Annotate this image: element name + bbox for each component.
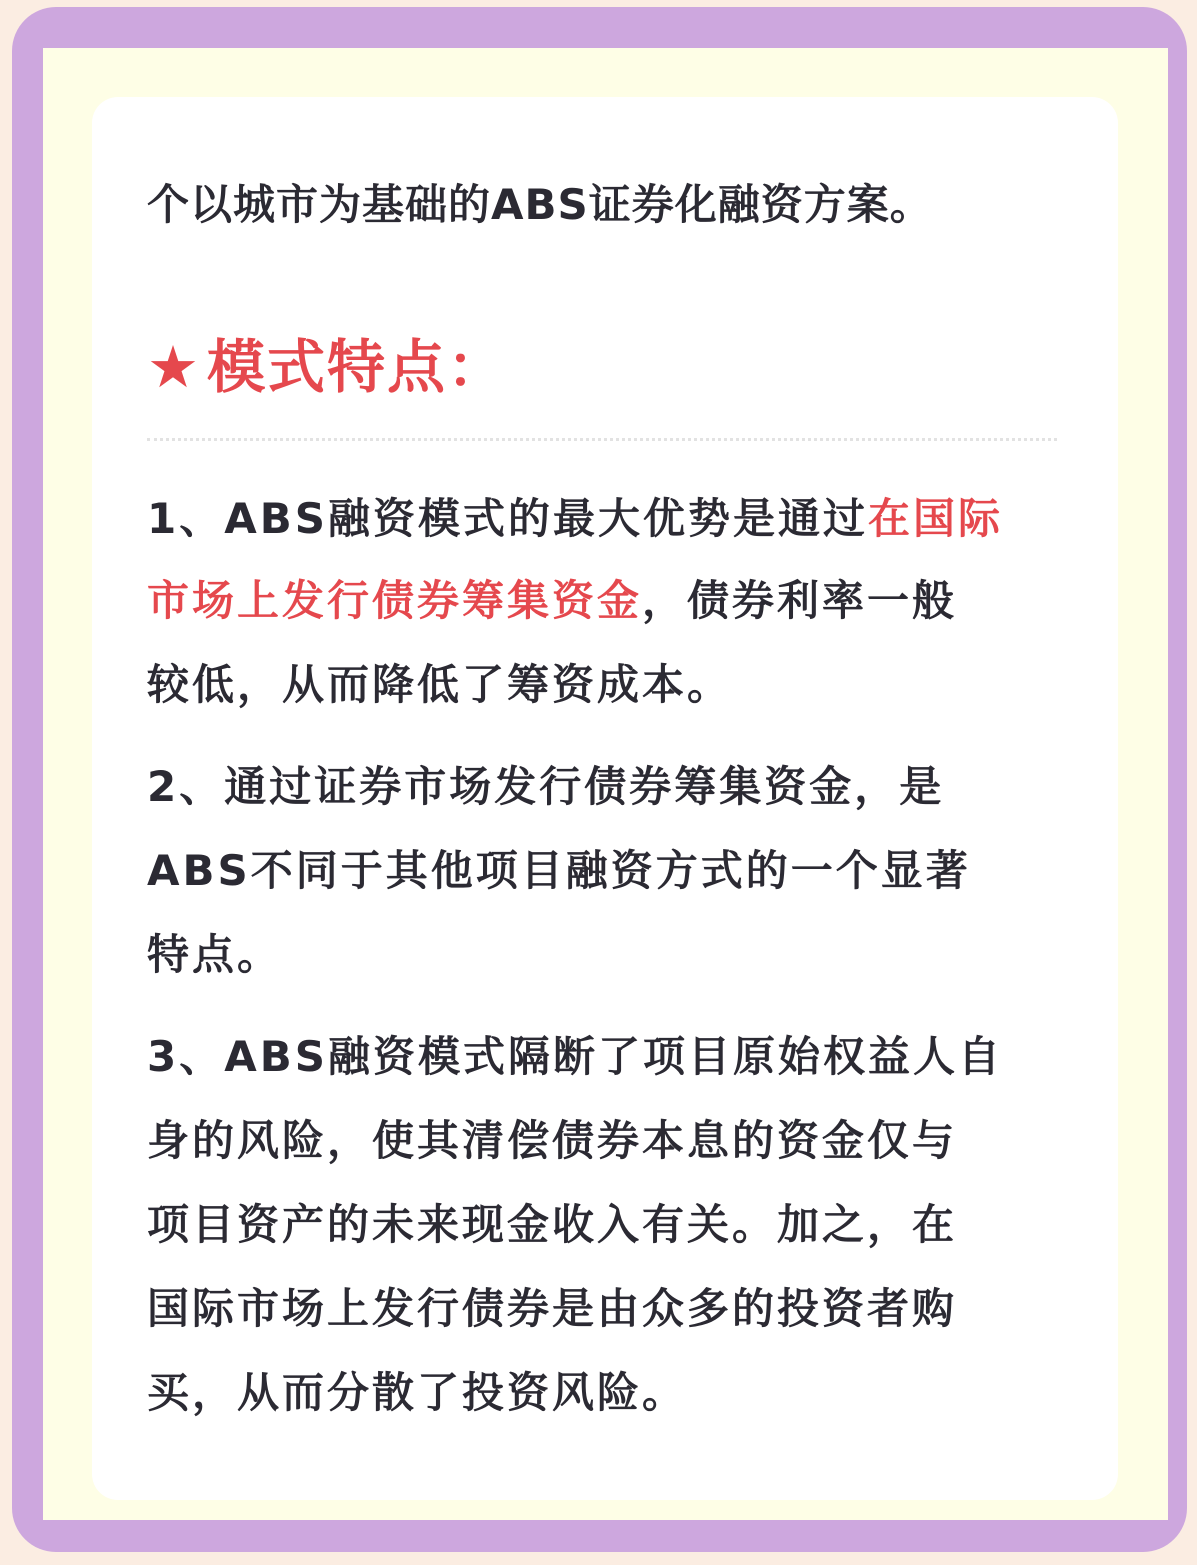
highlight-text: 市场上发行债券筹集资金 <box>147 576 643 625</box>
point-3-line-4 <box>147 1284 957 1334</box>
intro-text: 个以城市为基础的ABS证券化融资方案。 <box>147 180 933 229</box>
section-heading <box>147 320 507 404</box>
text-run: 项目资产的未来现金收入有关。加之，在 <box>147 1200 958 1249</box>
section-title: 模式特点： <box>207 333 508 401</box>
text-run: 买，从而分散了投资风险。 <box>147 1368 688 1417</box>
point-3-line-5 <box>147 1368 687 1418</box>
highlight-text: 在国际 <box>868 494 1004 543</box>
point-1-line-3 <box>147 660 732 710</box>
text-run: 较低，从而降低了筹资成本。 <box>147 660 733 709</box>
point-3-line-3 <box>147 1200 957 1250</box>
point-2-line-3 <box>147 930 282 980</box>
point-1-line-1 <box>147 494 1003 544</box>
point-2-line-2 <box>147 846 971 896</box>
text-run: 1、ABS融资模式的最大优势是通过 <box>147 494 868 543</box>
point-2-line-1 <box>147 762 944 812</box>
star-icon: ★ <box>147 333 201 401</box>
text-run: 国际市场上发行债券是由众多的投资者购 <box>147 1284 958 1333</box>
text-run: 特点。 <box>147 930 283 979</box>
text-run: 身的风险，使其清偿债券本息的资金仅与 <box>147 1116 958 1165</box>
text-run: 2、通过证券市场发行债券筹集资金，是 <box>147 762 945 811</box>
text-run: ABS不同于其他项目融资方式的一个显著 <box>147 846 971 895</box>
text-run: ，债券利率一般 <box>642 576 958 625</box>
point-3-line-2 <box>147 1116 957 1166</box>
text-run: 3、ABS融资模式隔断了项目原始权益人自 <box>147 1032 1003 1081</box>
point-1-line-2 <box>147 576 957 626</box>
point-3-line-1 <box>147 1032 1003 1082</box>
dotted-divider <box>147 438 1057 441</box>
